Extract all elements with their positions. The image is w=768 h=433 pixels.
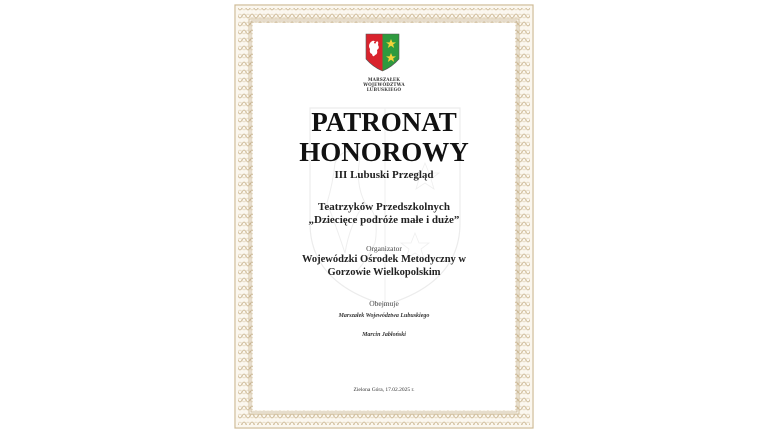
certificate bbox=[234, 4, 534, 429]
patron-role: Marszałek Województwa Lubuskiego bbox=[338, 313, 430, 319]
organizer-label: Organizator bbox=[366, 244, 402, 253]
title-line1: PATRONAT bbox=[311, 107, 457, 137]
place-date: Zielona Góra, 17.02.2025 r. bbox=[353, 387, 415, 393]
organizer-line2: Gorzowie Wielkopolskim bbox=[327, 267, 441, 278]
office-label-line1: MARSZAŁEK bbox=[367, 77, 401, 82]
certificate-content bbox=[253, 23, 515, 410]
organizer-line1: Wojewódzki Ośrodek Metodyczny w bbox=[301, 254, 466, 265]
event-line1: III Lubuski Przegląd bbox=[334, 169, 434, 181]
office-label-line3: LUBUSKIEGO bbox=[366, 87, 402, 92]
title-line2: HONOROWY bbox=[299, 137, 469, 167]
event-line3: „Dziecięce podróże małe i duże” bbox=[308, 214, 460, 226]
office-label-line2: WOJEWÓDZTWA bbox=[363, 82, 405, 87]
event-line2: Teatrzyków Przedszkolnych bbox=[318, 201, 450, 213]
coat-of-arms-icon bbox=[365, 33, 400, 73]
patron-label: Obejmuje bbox=[369, 299, 399, 308]
patron-name: Marcin Jabłoński bbox=[362, 332, 406, 338]
